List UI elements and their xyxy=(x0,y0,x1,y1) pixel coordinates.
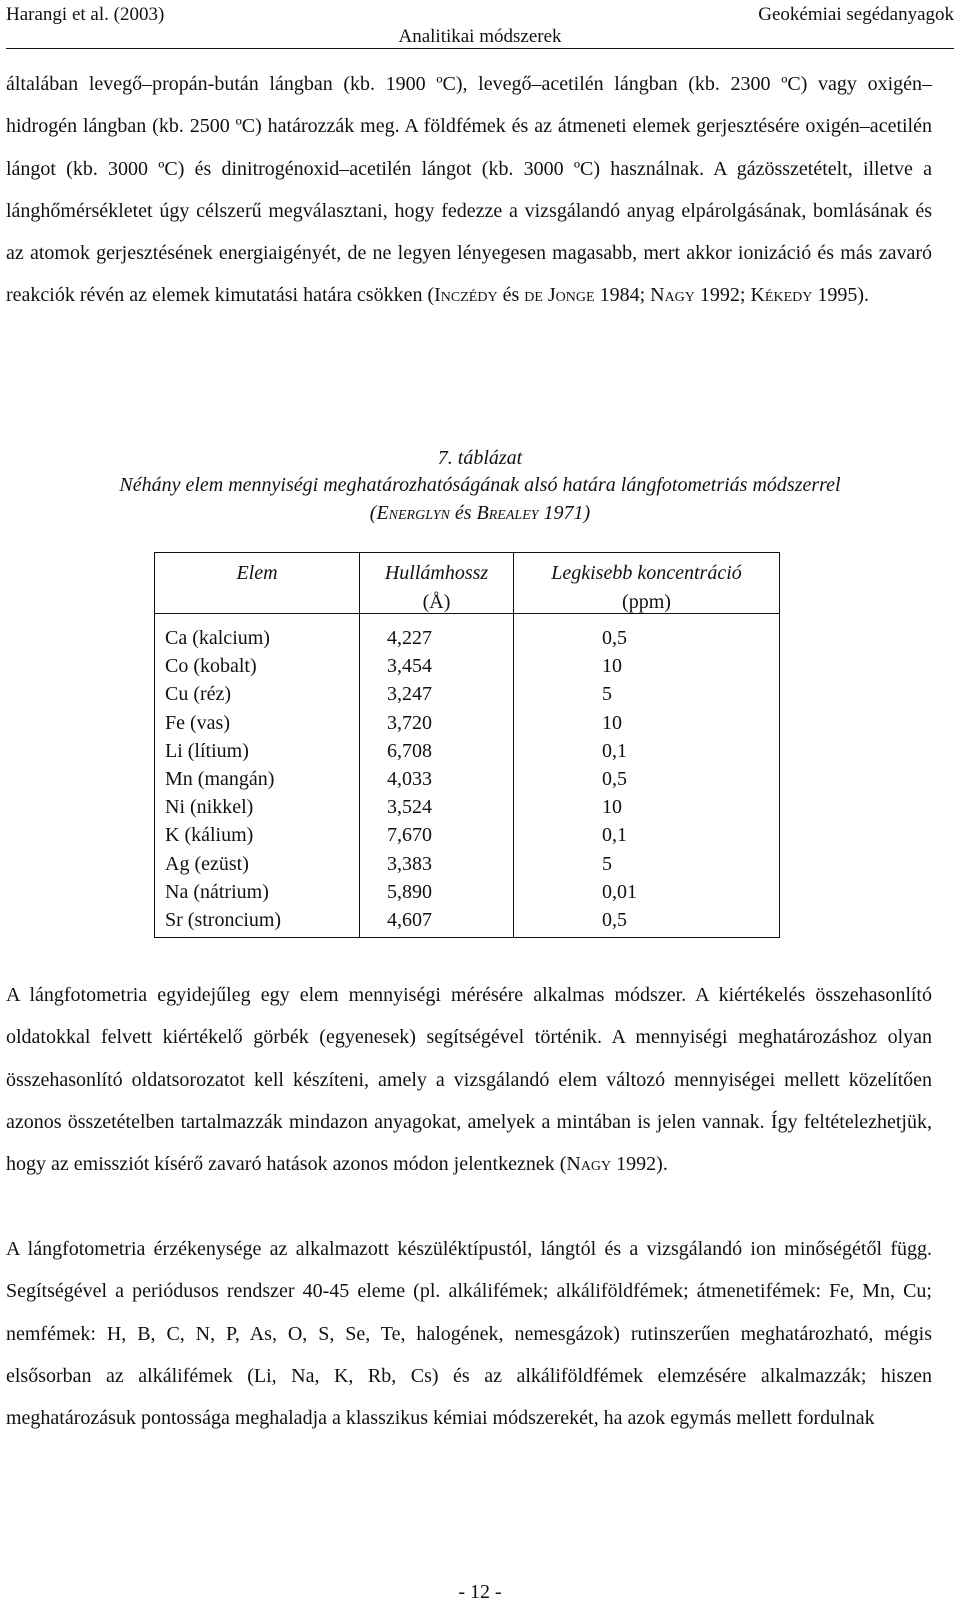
concentration-cell: 10 xyxy=(602,711,622,734)
element-cell: Li (lítium) xyxy=(165,739,249,762)
table-row xyxy=(155,624,779,652)
concentration-cell: 5 xyxy=(602,683,612,706)
wavelength-cell: 3,383 xyxy=(387,852,432,875)
element-cell: Ag (ezüst) xyxy=(165,852,249,875)
wavelength-cell: 4,607 xyxy=(387,909,432,931)
element-cell: Ca (kalcium) xyxy=(165,627,270,649)
wavelength-cell: 5,890 xyxy=(387,880,432,903)
column-header-concentration: Legkisebb koncentráció (ppm) xyxy=(551,562,742,613)
table-row xyxy=(155,878,779,906)
header-chapter: Analitikai módszerek xyxy=(398,26,562,47)
element-cell: Sr (stroncium) xyxy=(165,909,282,931)
element-cell: Cu (réz) xyxy=(165,683,232,706)
table-header-row xyxy=(155,553,779,614)
element-cell: Mn (mangán) xyxy=(165,768,275,790)
citation-author: Nagy xyxy=(650,284,695,307)
element-cell: Ni (nikkel) xyxy=(165,796,254,819)
concentration-cell: 10 xyxy=(602,655,622,678)
concentration-cell: 5 xyxy=(602,852,612,875)
wavelength-cell: 3,524 xyxy=(387,796,432,819)
table-row xyxy=(155,709,779,737)
column-header-element: Elem xyxy=(236,562,278,584)
wavelength-cell: 7,670 xyxy=(387,824,432,847)
concentration-cell: 10 xyxy=(602,796,622,819)
wavelength-cell: 6,708 xyxy=(387,739,432,762)
table-source: (Energlyn és Brealey 1971) xyxy=(369,502,591,524)
element-cell: Co (kobalt) xyxy=(165,655,257,678)
header-authors: Harangi et al. (2003) xyxy=(6,4,165,25)
table-title: Néhány elem mennyiségi meghatározhatóságának alsó határa lángfotometriás módszerrel xyxy=(119,474,841,496)
header-series: Geokémiai segédanyagok xyxy=(758,4,954,25)
citation-author: Nagy xyxy=(566,1153,612,1176)
paragraph-evaluation: A lángfotometria egyidejűleg egy elem mennyiségi mérésére alkalmas módszer. A kiértékelés összehasonlító oldatokkal felvett kiértékelő görbék (egyenesek) segítségével történik. A mennyiségi meghatározáshoz olyan összehasonlító oldatsorozatot kell készíteni, amely a vizsgálandó elem változó mennyiségei mellett közelítően azonos összetételben tartalmazzák mindazon anyagokat, amelyek a mintában is jelen vannak. Így feltételezhetjük, hogy az emissziót kísérő zavaró hatások azonos módon jelentkeznek (Nagy 1992). xyxy=(6,984,932,1176)
citation-author: Kékedy xyxy=(750,284,813,307)
column-header-wavelength: Hullámhossz (Å) xyxy=(384,562,489,613)
page-number: - 12 - xyxy=(458,1581,502,1603)
concentration-cell: 0,1 xyxy=(602,824,627,847)
wavelength-cell: 4,227 xyxy=(387,627,432,649)
wavelength-cell: 4,033 xyxy=(387,768,432,790)
table-row xyxy=(155,850,779,878)
concentration-cell: 0,1 xyxy=(602,739,627,762)
paragraph-flame-gases: általában levegő–propán-bután lángban (kb. 1900 ºC), levegő–acetilén lángban (kb. 2300 ºC) vagy oxigén–hidrogén lángban (kb. 2500 ºC) határozzák meg. A földfémek és az átmeneti elemek gerjesztésére oxigén–acetilén lángot (kb. 3000 ºC) és dinitrogénoxid–acetilén lángot (kb. 3000 ºC) használnak. A gázösszetételt, illetve a lánghőmérsékletet úgy célszerű megválasztani, hogy fedezze a vizsgálandó anyag elpárolgásának, bomlásának és az atomok gerjesztésének energiaigényét, de ne legyen lényegesen magasabb, mert akkor ionizáció és más zavaró reakciók révén az elemek kimutatási határa csökken (Inczédy és de Jonge 1984; Nagy 1992; Kékedy 1995). xyxy=(6,73,932,307)
concentration-cell: 0,5 xyxy=(602,909,627,931)
table-row xyxy=(155,652,779,680)
wavelength-cell: 3,454 xyxy=(387,655,432,678)
page-header xyxy=(6,2,954,49)
concentration-cell: 0,5 xyxy=(602,768,627,790)
element-cell: Na (nátrium) xyxy=(165,880,269,903)
table-row xyxy=(155,906,779,934)
detection-limits-table xyxy=(154,552,780,938)
concentration-cell: 0,5 xyxy=(602,627,627,649)
table-row xyxy=(155,737,779,765)
citation-author: de Jonge xyxy=(524,284,595,307)
paragraph-sensitivity: A lángfotometria érzékenysége az alkalmazott készüléktípustól, lángtól és a vizsgálandó ion minőségétől függ. Segítségével a periódusos rendszer 40-45 eleme (pl. alkálifémek; alkáliföldfémek; átmenetifémek: Fe, Mn, Cu; nemfémek: H, B, C, N, P, As, O, S, Se, Te, halogének, nemesgázok) rutinszerűen meghatározható, mégis elsősorban az alkálifémek (Li, Na, K, Rb, Cs) és az alkáliföldfémek elemzésére alkalmazzák; hiszen meghatározásuk pontossága meghaladja a klasszikus kémiai módszerekét, ha azok egymás mellett fordulnak xyxy=(6,1238,932,1430)
table-number: 7. táblázat xyxy=(437,447,523,469)
wavelength-cell: 3,247 xyxy=(387,683,432,706)
table-row xyxy=(155,793,779,821)
wavelength-cell: 3,720 xyxy=(387,711,432,734)
concentration-cell: 0,01 xyxy=(602,880,637,903)
element-cell: Fe (vas) xyxy=(165,711,230,734)
table-row xyxy=(155,680,779,708)
table-row xyxy=(155,821,779,849)
citation-author: Inczédy xyxy=(434,284,498,307)
table-row xyxy=(155,765,779,793)
element-cell: K (kálium) xyxy=(165,824,254,847)
